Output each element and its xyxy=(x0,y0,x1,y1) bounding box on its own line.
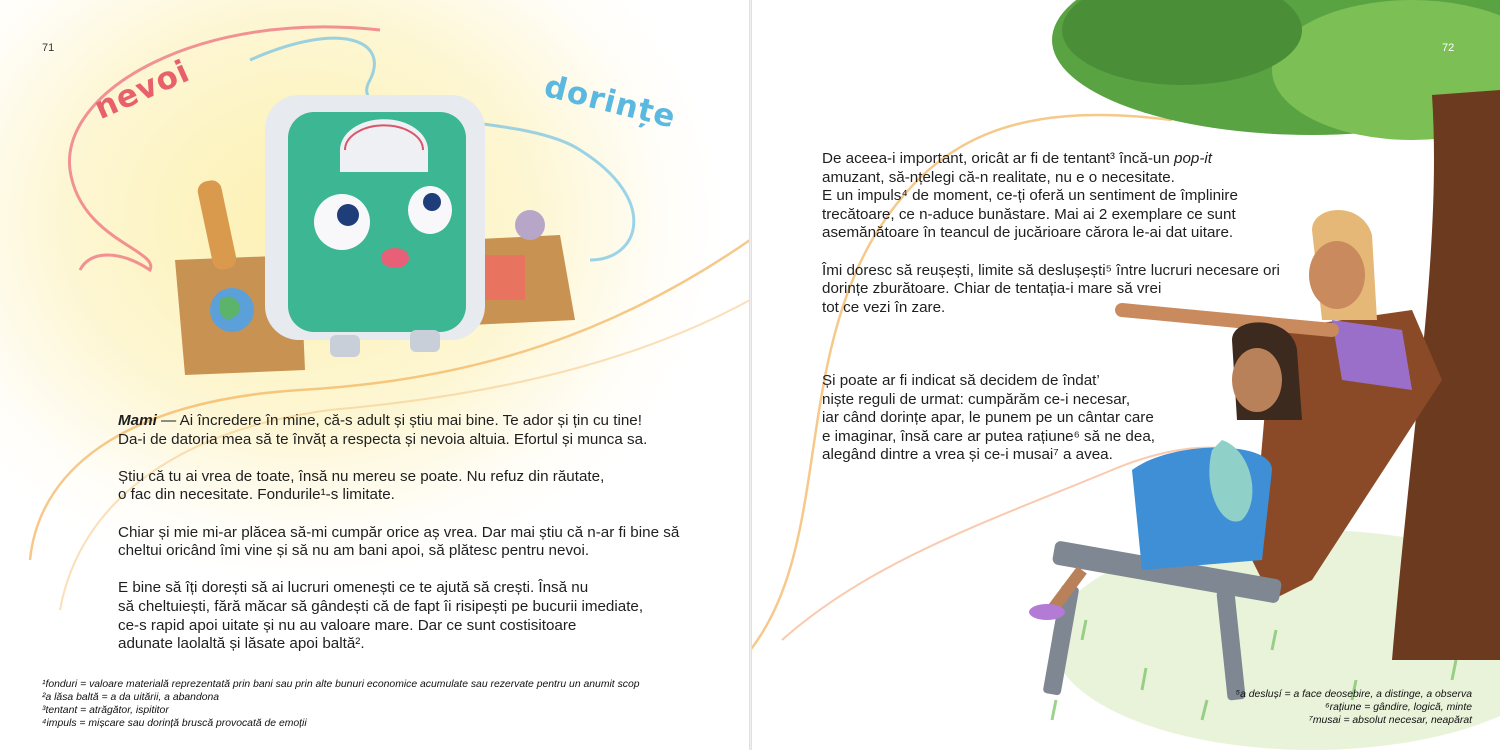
left-footnotes xyxy=(42,678,640,730)
wants-word: dorințe xyxy=(540,68,680,136)
page-number-left: 71 xyxy=(42,42,55,54)
needs-word: nevoi xyxy=(89,53,196,127)
right-body-text xyxy=(822,150,1292,317)
footnote: ⁶rațiune = gândire, logică, minte xyxy=(1325,702,1472,713)
page-number-right: 72 xyxy=(1442,42,1455,54)
left-paragraph: Mami — Ai încredere în mine, că-s adult și știu mai bine. Te ador și țin cu tine! Da-i de datoria mea să te învăț a respecta și nevoia altuia. Efortul și munca sa. xyxy=(118,412,648,448)
footnote: ⁴impuls = mișcare sau dorință bruscă provocată de emoții xyxy=(42,718,307,729)
footnote: ¹fonduri = valoare materială reprezentată prin bani sau prin alte bunuri economice acumulate sau rezervate pentru un anumit scop xyxy=(42,679,640,690)
footnote: ²a lăsa baltă = a da uitării, a abandona xyxy=(42,692,220,703)
speaker-name: Mami xyxy=(118,412,157,429)
left-paragraph: Chiar și mie mi-ar plăcea să-mi cumpăr orice aș vrea. Dar mai știu că n-ar fi bine să cheltui oricând îmi vine și să nu am bani apoi, să plătesc pentru nevoi. xyxy=(118,523,680,560)
left-paragraph: Știu că tu ai vrea de toate, însă nu mereu se poate. Nu refuz din răutate, o fac din necesitate. Fondurile¹-s limitate. xyxy=(118,467,605,504)
right-paragraph: De aceea-i important, oricât ar fi de tentant³ încă-un pop-it amuzant, să-nțelegi că-n realitate, nu e o necesitate. E un impuls⁴ de moment, ce-ți oferă un sentiment de împlinire trecătoare, ce n-aduce bunăstare. Mai ai 2 exemplare ce sunt asemănătoare în teancul de jucărioare cărora le-ai dat uitare. xyxy=(822,150,1238,242)
right-paragraph: Și poate ar fi indicat să decidem de îndat’ niște reguli de urmat: cumpărăm ce-i necesar, iar când dorințe apar, le punem pe un cântar care e imaginar, însă care ar putea rațiune⁶ să ne dea, alegând dintre a vrea și ce-i musai⁷ a avea. xyxy=(822,372,1155,464)
footnote: ⁵a deslușí = a face deosebire, a distinge, a observa xyxy=(1235,689,1472,700)
right-footnotes xyxy=(1236,688,1472,727)
left-paragraph: E bine să îți dorești să ai lucruri omenești ce te ajută să crești. Însă nu să cheltuiești, fără măcar să gândești că de fapt îi risipești pe bucurii imediate, ce-s rapid apoi uitate și nu au valoare mare. Dar ce sunt costisitoare adunate laolaltă și lăsate apoi baltă². xyxy=(118,579,644,653)
left-body-text xyxy=(118,412,718,654)
right-body-text-2 xyxy=(822,372,1292,465)
footnote: ³tentant = atrăgător, ispititor xyxy=(42,705,169,716)
footnote: ⁷musai = absolut necesar, neapărat xyxy=(1308,715,1472,726)
right-paragraph: Îmi doresc să reușești, limite să deslușești⁵ între lucruri necesare ori dorințe zburătoare. Chiar de tentația-i mare să vrei tot ce vezi în zare. xyxy=(822,261,1280,316)
right-page xyxy=(752,0,1500,750)
